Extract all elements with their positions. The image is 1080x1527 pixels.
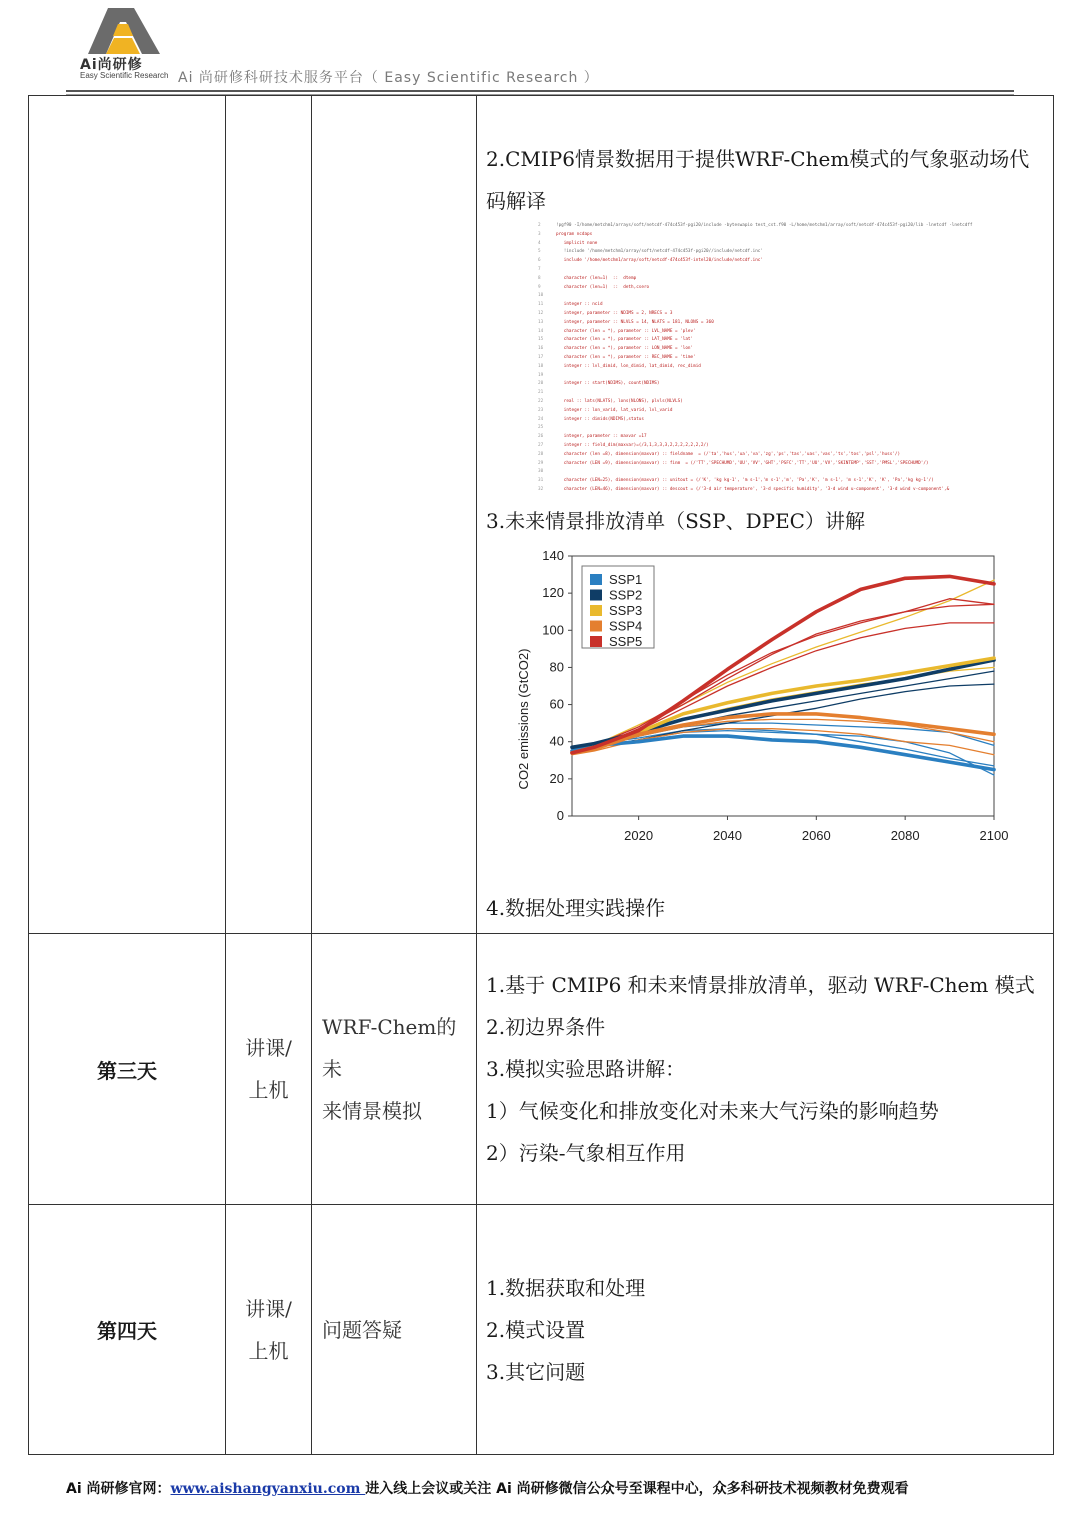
code-line [538, 240, 1020, 249]
code-line-text: character (len = *), parameter :: LAT_NAME = 'lat' [556, 337, 694, 343]
type-label: 讲课/ [245, 1036, 292, 1060]
code-line [538, 284, 1020, 293]
code-line-number: 22 [538, 398, 544, 404]
code-line [538, 345, 1020, 354]
code-line [538, 319, 1020, 328]
day-cell [29, 96, 226, 934]
topic-label: 来情景模拟 [322, 1099, 422, 1123]
code-line-number: 14 [538, 328, 544, 334]
x-tick-label: 2040 [713, 828, 742, 843]
code-line-number: 9 [538, 284, 541, 290]
list-item: 1.基于 CMIP6 和未来情景排放清单，驱动 WRF-Chem 模式 [486, 973, 1035, 997]
code-line [538, 477, 1020, 486]
legend-swatch [590, 605, 602, 616]
code-line-number: 10 [538, 293, 544, 299]
code-line-text: character (len=1) :: deth,csero [556, 284, 650, 290]
topic-label: 问题答疑 [322, 1317, 402, 1342]
code-line-text: integer, parameter :: maxvar =17 [556, 434, 647, 440]
legend-label: SSP5 [609, 634, 643, 649]
code-line-number: 26 [538, 434, 544, 440]
code-line [538, 310, 1020, 319]
topic-cell [312, 1205, 477, 1455]
x-tick-label: 2080 [890, 828, 920, 843]
day-cell: 第四天 [29, 1205, 226, 1455]
code-line-text: integer :: lvl_dimid, lon_dimid, lat_dimid, rec_dimid [556, 363, 701, 369]
code-line-text: character (len = *), parameter :: LVL_NAME = 'plev' [556, 328, 696, 334]
type-cell [226, 934, 312, 1205]
footer-suffix: 进入线上会议或关注 Ai 尚研修微信公众号至课程中心，众多科研技术视频教材免费观看 [365, 1481, 909, 1497]
website-link[interactable]: www.aishangyanxiu.com [170, 1481, 366, 1497]
code-line-number: 24 [538, 416, 544, 422]
code-line-text: !pgf90 -I/home/metchm1/arrays/soft/netcdf-474c453f-pgi20/include -byteswapio test_cst.f90 -L/home/metchm1/array/soft/netcdf-474c453f-pgi20/lib -lnetcdf -lnetcdff [556, 223, 973, 228]
topic-label: WRF-Chem的未 [322, 1015, 457, 1081]
content-cell [477, 96, 1054, 934]
type-cell [226, 1205, 312, 1455]
legend-swatch [590, 590, 602, 601]
code-line [538, 407, 1020, 416]
code-line-text: character (len = *), parameter :: LON_NAME = 'lon' [556, 346, 694, 352]
code-line [538, 336, 1020, 345]
topic-cell [312, 96, 477, 934]
legend-swatch [590, 574, 602, 585]
code-line [538, 301, 1020, 310]
y-tick-label: 120 [542, 585, 564, 601]
code-line-number: 30 [538, 469, 544, 475]
code-line-number: 23 [538, 407, 544, 413]
content-cell [477, 1205, 1054, 1455]
y-tick-label: 60 [549, 696, 564, 712]
x-tick-label: 2100 [979, 828, 1009, 843]
code-line-text: !include '/home/metchm1/array/soft/netcdf-474c453f-pgi20//include/netcdf.inc' [556, 249, 763, 255]
code-line [538, 372, 1020, 381]
code-line [538, 433, 1020, 442]
code-line-text: program ncdaps [556, 231, 593, 237]
y-tick-label: 80 [549, 659, 564, 675]
code-line-number: 17 [538, 354, 544, 360]
y-tick-label: 140 [542, 548, 564, 563]
platform-title: Ai 尚研修科研技术服务平台（ Easy Scientific Research ） [178, 70, 599, 86]
code-line-number: 5 [538, 249, 541, 255]
list-item: 1.数据获取和处理 [486, 1275, 646, 1300]
x-tick-label: 2020 [624, 828, 654, 843]
code-line-number: 21 [538, 390, 544, 396]
code-line [538, 292, 1020, 301]
type-label: 讲课/ [245, 1296, 292, 1321]
code-line [538, 266, 1020, 275]
code-line-number: 18 [538, 363, 544, 369]
list-item: 2.初边界条件 [486, 1015, 606, 1039]
code-line-text: integer :: start(NDIMS), count(NDIMS) [556, 381, 660, 387]
code-line-text: integer :: dimids(NDIMS),status [556, 416, 644, 422]
code-line [538, 451, 1020, 460]
code-line-text: integer, parameter :: NLVLS = 14, NLATS = 181, NLONS = 360 [556, 319, 714, 325]
code-line-number: 25 [538, 425, 544, 431]
legend-swatch [590, 636, 602, 647]
code-line [538, 231, 1020, 240]
header-divider [66, 90, 1014, 92]
legend-label: SSP1 [609, 572, 643, 587]
code-line-text: character (len = *), parameter :: REC_NAME = 'time' [556, 354, 696, 360]
code-line [538, 275, 1020, 284]
code-line-number: 32 [538, 486, 544, 492]
y-tick-label: 40 [549, 733, 564, 749]
code-line-number: 27 [538, 442, 544, 448]
code-line-number: 2 [538, 223, 541, 228]
list-item: 3.模拟实验思路讲解： [486, 1057, 686, 1081]
co2-emissions-chart [498, 544, 1009, 869]
code-line-text: integer, parameter :: NDIMS = 2, NRECS = 3 [556, 310, 673, 316]
code-line-number: 6 [538, 258, 541, 264]
code-line-text: real :: lats(NLATS), lons(NLONS), plvls(NLVLS) [556, 398, 683, 404]
code-line [538, 363, 1020, 372]
list-item: 2.CMIP6情景数据用于提供WRF-Chem模式的气象驱动场代码解译 [486, 147, 1030, 213]
code-line-text: character (len =8), dimension(maxvar) :: fieldname = (/'ta','hus','ua','va','zg','ps','tas','uas','vas','ts','tos','psl','huss'/) [556, 451, 901, 457]
code-line-text: implicit none [556, 240, 598, 246]
code-line-number: 4 [538, 240, 541, 246]
chart-y-axis-label: CO2 emissions (GtCO2) [516, 648, 531, 790]
legend-label: SSP2 [609, 587, 643, 603]
footer-prefix: Ai 尚研修官网： [66, 1481, 171, 1497]
code-line [538, 354, 1020, 363]
code-line [538, 468, 1020, 477]
code-line-text: character (LEN =9), dimension(maxvar) :: finm = (/'TT','SPECHUMD','UU','VV','GHT','PSFC','TT','UU','VV','SKINTEMP','SST','PMSL','SPECHUMD'/) [556, 460, 929, 466]
code-line-number: 12 [538, 310, 544, 316]
code-line-text: character (len=1) :: dtemp [556, 275, 637, 281]
y-tick-label: 0 [556, 808, 564, 823]
y-tick-label: 100 [542, 622, 564, 638]
legend-label: SSP4 [609, 618, 643, 634]
code-line-number: 31 [538, 478, 544, 484]
list-item: 2.模式设置 [486, 1317, 586, 1342]
topic-cell [312, 934, 477, 1205]
code-line-text: character (LEN=25), dimension(maxvar) :: unitout = (/'K', 'kg kg-1', 'm s-1','m s-1','m', 'Pa','K', 'm s-1', 'm s-1','K', 'K', 'Pa','kg kg-1'/) [556, 478, 934, 484]
list-item: 3.未来情景排放清单（SSP、DPEC）讲解 [486, 509, 865, 533]
code-line-text: integer :: ncid [556, 302, 603, 308]
day-cell: 第三天 [29, 934, 226, 1205]
x-tick-label: 2060 [801, 828, 831, 843]
y-tick-label: 20 [549, 770, 564, 786]
code-line-text: character (LEN=46), dimension(maxvar) :: descout = (/'3-d air temperature', '3-d specific humidity', '3-d wind u-component', '3-d wind v-component',& [556, 486, 950, 492]
code-line-text: integer :: lon_varid, lat_varid, lvl_varid [556, 407, 673, 413]
type-label: 上机 [248, 1338, 289, 1363]
table-row [29, 96, 1054, 934]
list-item: 3.其它问题 [486, 1359, 586, 1384]
schedule-table [28, 95, 1054, 1455]
legend-label: SSP3 [609, 603, 643, 618]
code-line-number: 3 [538, 231, 541, 237]
table-row [29, 934, 1054, 1205]
code-line [538, 442, 1020, 451]
code-line-text: include '/home/metchm1/array/soft/netcdf-474c453f-intel20/include/netcdf.inc' [556, 258, 763, 264]
code-line-number: 15 [538, 337, 544, 343]
list-item: 1）气候变化和排放变化对未来大气污染的影响趋势 [486, 1099, 939, 1123]
content-cell [477, 934, 1054, 1205]
code-line [538, 398, 1020, 407]
code-line [538, 486, 1020, 495]
code-line-text: integer :: field_dim(maxvar)=(/3,1,3,3,3,2,2,2,2,2,2,2/) [556, 442, 709, 448]
code-line [538, 424, 1020, 433]
code-line-number: 28 [538, 451, 544, 457]
type-label: 上机 [248, 1078, 289, 1102]
table-row [29, 1205, 1054, 1455]
code-line [538, 222, 1020, 231]
code-line-number: 7 [538, 266, 541, 272]
logo-text: Ai尚研修 [80, 57, 143, 73]
code-screenshot [538, 222, 1020, 494]
list-item: 4.数据处理实践操作 [486, 896, 666, 920]
list-item: 2）污染-气象相互作用 [486, 1141, 686, 1165]
footer [66, 1478, 909, 1498]
code-line [538, 460, 1020, 469]
code-line [538, 389, 1020, 398]
code-line-number: 11 [538, 302, 544, 308]
code-line-number: 16 [538, 346, 544, 352]
code-line [538, 257, 1020, 266]
code-line-number: 20 [538, 381, 544, 387]
code-line [538, 380, 1020, 389]
code-line [538, 248, 1020, 257]
code-line-number: 19 [538, 372, 544, 378]
logo-subtitle: Easy Scientific Research [80, 71, 169, 80]
code-line-number: 8 [538, 275, 541, 281]
code-line-number: 29 [538, 460, 544, 466]
code-line [538, 416, 1020, 425]
code-line [538, 328, 1020, 337]
legend-swatch [590, 621, 602, 632]
code-line-number: 13 [538, 319, 544, 325]
type-cell [226, 96, 312, 934]
